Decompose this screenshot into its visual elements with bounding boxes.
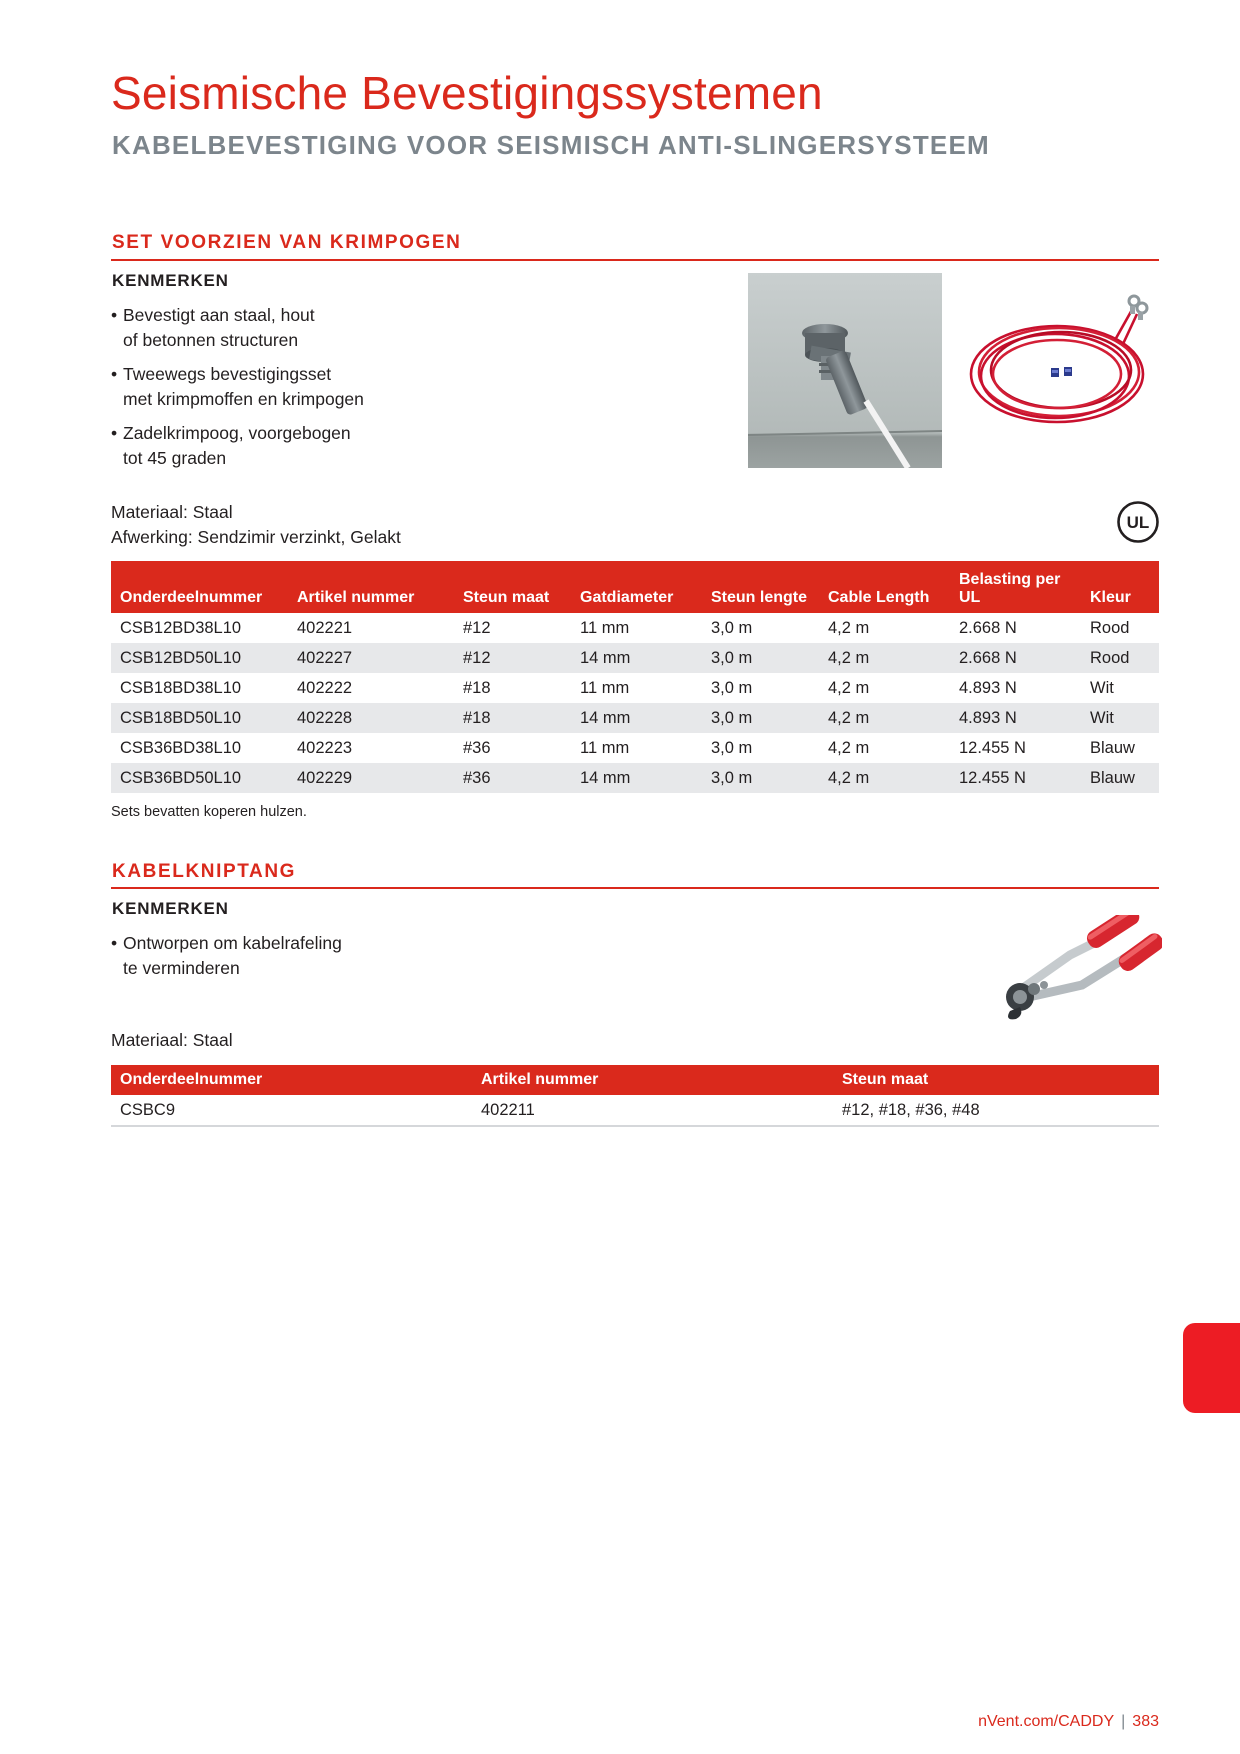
features-list <box>111 303 551 480</box>
table-cell: 4,2 m <box>819 703 950 733</box>
feature-item: • Tweewegs bevestigingsset met krimpmoffen en krimpogen <box>111 362 551 412</box>
table-row <box>111 733 1159 763</box>
table-cell: CSB12BD38L10 <box>120 618 242 637</box>
ul-listed-icon <box>1116 500 1160 544</box>
spec-table-krimpogen <box>111 561 1159 793</box>
table-cell: 2.668 N <box>959 618 1017 637</box>
col-header: Gatdiameter <box>571 561 702 613</box>
table-cell: Rood <box>1081 643 1159 673</box>
material-text: Materiaal: Staal <box>111 1030 233 1050</box>
table-cell: CSBC9 <box>111 1095 472 1126</box>
spec-table-kabelkniptang <box>111 1065 1159 1127</box>
table-row <box>111 673 1159 703</box>
section-heading-kabelkniptang: KABELKNIPTANG <box>112 861 297 882</box>
col-header: Cable Length <box>819 561 950 613</box>
table-cell: 11 mm <box>580 618 630 637</box>
table-cell: 402229 <box>288 763 454 793</box>
table-cell: 4.893 N <box>959 678 1017 697</box>
table-row <box>111 1095 1159 1126</box>
feature-item: • Bevestigt aan staal, hout of betonnen structuren <box>111 303 551 353</box>
table-cell: #18 <box>454 703 571 733</box>
table-cell: CSB36BD50L10 <box>111 763 288 793</box>
page-subtitle: KABELBEVESTIGING VOOR SEISMISCH ANTI-SLINGERSYSTEEM <box>112 130 990 160</box>
table-row <box>111 643 1159 673</box>
table-cell: #36 <box>454 763 571 793</box>
material-finish-block <box>111 500 401 550</box>
page-tab-marker <box>1183 1323 1240 1413</box>
table-cell: CSB18BD50L10 <box>111 703 288 733</box>
table-cell: 4,2 m <box>819 643 950 673</box>
table-cell: 3,0 m <box>702 703 819 733</box>
col-header: Onderdeelnummer <box>111 561 288 613</box>
col-header: Steun maat <box>454 561 571 613</box>
table-cell: 11 mm <box>580 738 630 757</box>
table-cell: 2.668 N <box>950 643 1081 673</box>
table-cell: 3,0 m <box>711 738 753 757</box>
table-footnote: Sets bevatten koperen hulzen. <box>111 804 307 820</box>
svg-text:UL: UL <box>1126 513 1150 532</box>
footer-separator: | <box>1121 1713 1126 1730</box>
table-cell: 14 mm <box>571 703 702 733</box>
product-photo-bracket <box>748 273 942 468</box>
table-cell: 3,0 m <box>711 618 753 637</box>
table-cell: 3,0 m <box>702 763 819 793</box>
table-cell: 4,2 m <box>828 618 870 637</box>
table-cell: 402221 <box>297 618 353 637</box>
col-header: Onderdeelnummer <box>111 1065 472 1095</box>
table-cell: CSB12BD50L10 <box>111 643 288 673</box>
table-cell: 3,0 m <box>711 678 753 697</box>
col-header: Kleur <box>1081 561 1159 613</box>
table-cell: 4,2 m <box>819 763 950 793</box>
table-row <box>111 613 1159 643</box>
features-heading: KENMERKEN <box>112 899 229 918</box>
table-row <box>111 703 1159 733</box>
product-photo-cable-cutter <box>990 915 1162 1023</box>
table-cell: Wit <box>1081 703 1159 733</box>
page-number: 383 <box>1132 1713 1159 1730</box>
table-cell: #12 <box>454 643 571 673</box>
table-cell: Rood <box>1090 618 1130 637</box>
col-header: Belasting per UL <box>950 561 1081 613</box>
table-cell: #36 <box>463 738 491 757</box>
table-cell: 14 mm <box>571 643 702 673</box>
table-cell: 4,2 m <box>828 738 870 757</box>
material-text: Materiaal: Staal <box>111 502 233 522</box>
col-header: Artikel nummer <box>288 561 454 613</box>
col-header: Artikel nummer <box>472 1065 833 1095</box>
feature-item: • Ontworpen om kabelrafeling te verminderen <box>111 931 551 981</box>
feature-item: • Zadelkrimpoog, voorgebogen tot 45 graden <box>111 421 551 471</box>
col-header: Steun maat <box>833 1065 1159 1095</box>
table-cell: Blauw <box>1090 738 1135 757</box>
finish-text: Afwerking: Sendzimir verzinkt, Gelakt <box>111 527 401 547</box>
table-cell: 12.455 N <box>959 738 1026 757</box>
page-footer <box>978 1713 1159 1731</box>
section-rule <box>111 259 1159 261</box>
table-cell: Wit <box>1090 678 1114 697</box>
table-cell: 402227 <box>288 643 454 673</box>
table-cell: 12.455 N <box>950 763 1081 793</box>
table-header-row <box>111 1065 1159 1095</box>
table-cell: #18 <box>463 678 491 697</box>
table-cell: 402228 <box>288 703 454 733</box>
col-header: Steun lengte <box>702 561 819 613</box>
footer-url[interactable]: nVent.com/CADDY <box>978 1713 1115 1730</box>
section-heading-krimpogen: SET VOORZIEN VAN KRIMPOGEN <box>112 232 462 253</box>
features-list <box>111 931 551 990</box>
table-cell: 3,0 m <box>702 643 819 673</box>
table-cell: #12 <box>463 618 491 637</box>
table-cell: CSB18BD38L10 <box>120 678 242 697</box>
features-heading: KENMERKEN <box>112 271 229 290</box>
section-rule <box>111 887 1159 889</box>
table-row <box>111 763 1159 793</box>
table-cell: 402223 <box>297 738 353 757</box>
table-cell: CSB36BD38L10 <box>120 738 242 757</box>
table-cell: 4.893 N <box>950 703 1081 733</box>
table-cell: 11 mm <box>580 678 630 697</box>
table-cell: 4,2 m <box>828 678 870 697</box>
table-cell: #12, #18, #36, #48 <box>833 1095 1159 1126</box>
table-cell: Blauw <box>1081 763 1159 793</box>
table-cell: 402211 <box>472 1095 833 1126</box>
table-header-row <box>111 561 1159 613</box>
table-cell: 14 mm <box>571 763 702 793</box>
page-title: Seismische Bevestigingssystemen <box>111 67 823 119</box>
table-cell: 402222 <box>297 678 353 697</box>
product-photo-cable-coil <box>965 288 1150 448</box>
